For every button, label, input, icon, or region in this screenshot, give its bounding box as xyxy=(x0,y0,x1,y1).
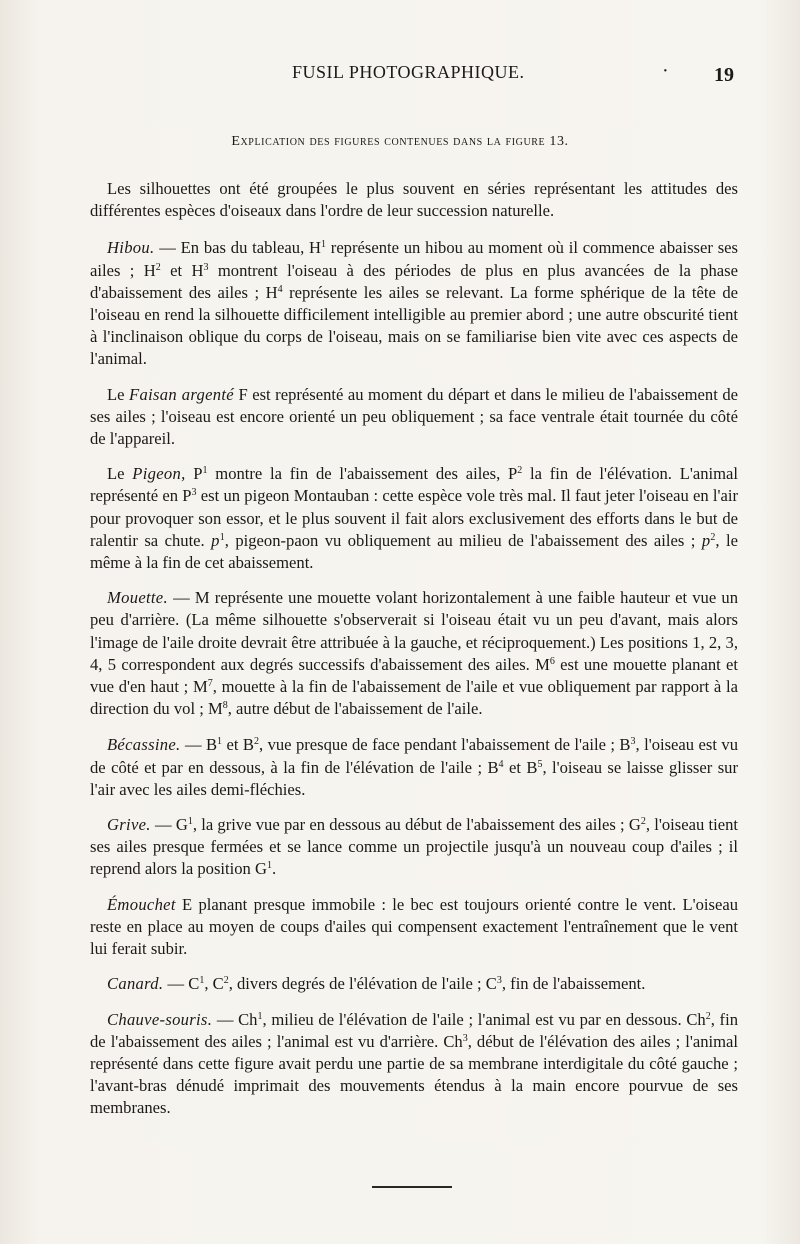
page-header xyxy=(0,62,800,92)
text-run: — M représente une mouette volant horizontalement à une faible hauteur et vue un peu d'arrière. (La même silhouette s'observerait si l'oiseau était vu un peu d'avant, mais alors l'image de l'aile droite devrait être attribuée à la gauche, et réciproquement.) Les positions 1, 2, 3, 4, 5 correspondent aux degrés successifs d'abaissement des ailes. M xyxy=(90,588,738,674)
paragraph-becassine xyxy=(90,734,738,801)
paragraph-canard xyxy=(90,973,738,995)
superscript: 3 xyxy=(630,736,636,748)
paragraph-emouchet xyxy=(90,894,738,961)
superscript: 4 xyxy=(277,283,283,295)
text-run: la fin de l'élévation. L'animal représenté en P xyxy=(90,464,738,506)
paragraph-intro: Les silhouettes ont été groupées le plus souvent en séries représentant les attitudes des différentes espèces d'oiseaux dans l'ordre de leur succession naturelle. xyxy=(90,179,738,221)
text-run: F est représenté au moment du départ et dans le milieu de l'abaissement de ses ailes ; l'oiseau est encore orienté un peu obliquement ; sa face ventrale était tournée du côté de l'appareil. xyxy=(90,384,739,449)
superscript: 1 xyxy=(219,531,225,543)
superscript: 1 xyxy=(187,816,193,828)
header-dot: · xyxy=(662,60,669,82)
superscript: 2 xyxy=(223,975,229,987)
text-run: Le xyxy=(107,464,133,484)
text-run: . xyxy=(271,859,277,879)
text-run: , l'oiseau est vu de côté et par en dessous, à la fin de l'élévation de l'aile ; B xyxy=(90,735,738,777)
superscript: 2 xyxy=(640,816,646,828)
superscript: 1 xyxy=(202,465,208,477)
text-run: et B xyxy=(503,757,538,777)
paragraph-grive xyxy=(90,814,738,881)
superscript: 1 xyxy=(266,860,272,872)
text-run: — B xyxy=(180,735,218,755)
text-run: est une mouette planant et vue d'en haut ; M xyxy=(90,654,739,697)
text-run: — Ch xyxy=(212,1009,258,1029)
text-run: , milieu de l'élévation de l'aile ; l'animal est vu par en dessous. Ch xyxy=(262,1009,706,1029)
superscript: 4 xyxy=(498,758,504,770)
text-run: représente un hibou au moment où il commence abaisser ses ailes ; H xyxy=(90,238,738,280)
text-run: représente les ailes se relevant. La forme sphérique de la tête de l'oiseau en rend la silhouette difficilement intelligible au premier abord ; une autre obscurité tient à l'inclinaison oblique du corps de l'oiseau, mais on se familiarise bien vite avec ces aspects de l'animal. xyxy=(90,282,738,369)
text-run: — C xyxy=(163,974,200,994)
text-run: , fin de l'abaissement. xyxy=(501,974,646,994)
paragraph-hibou xyxy=(90,237,738,370)
body-text xyxy=(90,178,738,1133)
species-name-canard: Canard. xyxy=(107,974,164,994)
superscript: 6 xyxy=(549,655,555,667)
superscript: 3 xyxy=(462,1032,468,1044)
text-run: , début de l'élévation des ailes ; l'animal représenté dans cette figure avait perdu une partie de sa membrane interdigitale du côté gauche ; l'avant-bras dénudé imprimait des mouvements étendus à la main encore pourvue de ses membranes. xyxy=(90,1031,739,1118)
superscript: 1 xyxy=(321,239,326,251)
superscript: 2 xyxy=(155,261,161,273)
superscript: 3 xyxy=(496,975,502,987)
text-run: P xyxy=(185,464,203,484)
species-name-emouchet: Émouchet xyxy=(107,894,176,914)
superscript: 8 xyxy=(222,700,228,712)
text-run: , l'oiseau tient ses ailes presque fermées et se lance comme un projectile jusqu'à un nouveau coup d'ailes ; il reprend alors la position G xyxy=(90,815,739,879)
text-run: — G xyxy=(150,815,188,835)
text-run: , la grive vue par en dessous au début de l'abaissement des ailes ; G xyxy=(192,815,641,835)
text-run: , divers degrés de l'élévation de l'aile ; C xyxy=(228,974,497,994)
text-run: et H xyxy=(160,260,204,280)
superscript: 3 xyxy=(191,487,197,499)
superscript: 3 xyxy=(203,261,209,273)
species-name-pigeon: Pigeon, xyxy=(132,464,186,484)
paragraph-faisan xyxy=(90,384,738,451)
text-run: , mouette à la fin de l'abaissement de l'aile et vue obliquement par rapport à la direction du vol ; M xyxy=(90,677,738,719)
superscript: 1 xyxy=(257,1010,263,1022)
text-run: , C xyxy=(204,974,224,994)
text-run: et B xyxy=(222,735,254,755)
text-run: , le même à la fin de cet abaissement. xyxy=(90,530,738,573)
text-run: E planant presque immobile : le bec est toujours orienté contre le vent. L'oiseau reste en place au moyen de coups d'ailes qui compensent exactement l'entraînement que le vent lui ferait subir. xyxy=(90,894,738,959)
italic-letter: p xyxy=(701,530,711,550)
superscript: 2 xyxy=(517,465,523,477)
species-name-faisan: Faisan argenté xyxy=(129,384,234,404)
species-name-mouette: Mouette. xyxy=(107,588,168,608)
text-run: , autre début de l'abaissement de l'aile. xyxy=(227,699,483,719)
species-name-becassine: Bécassine. xyxy=(107,735,181,755)
italic-letter: p xyxy=(211,530,220,550)
species-name-hibou: Hibou. xyxy=(107,238,155,258)
text-run: , vue presque de face pendant l'abaissement de l'aile ; B xyxy=(258,735,631,755)
page-number: 19 xyxy=(714,64,734,86)
superscript: 5 xyxy=(537,758,543,770)
paragraph-pigeon xyxy=(90,463,738,574)
text-run: — En bas du tableau, H xyxy=(154,238,321,258)
footer-rule xyxy=(372,1186,452,1188)
text-run: montrent l'oiseau à des périodes de plus en plus avancées de la phase d'abaissement des ailes ; H xyxy=(90,260,738,302)
text-run: , fin de l'abaissement des ailes ; l'animal est vu d'arrière. Ch xyxy=(90,1009,738,1051)
superscript: 2 xyxy=(710,531,716,543)
running-title: FUSIL PHOTOGRAPHIQUE. xyxy=(292,62,525,82)
text-run: est un pigeon Montauban : cette espèce vole très mal. Il faut jeter l'oiseau en l'air pour provoquer son essor, et le plus souvent il fait alors exclusivement des efforts dans le but de ralentir sa chute. xyxy=(90,486,738,550)
superscript: 2 xyxy=(705,1010,711,1022)
superscript: 1 xyxy=(199,975,205,987)
text-run: , pigeon-paon vu obliquement au milieu de l'abaissement des ailes ; xyxy=(224,530,702,550)
paragraph-chauve-souris xyxy=(90,1009,738,1120)
species-name-chauve-souris: Chauve-souris. xyxy=(107,1009,213,1029)
text-run: , l'oiseau se laisse glisser sur l'air avec les ailes demi-fléchies. xyxy=(90,757,738,799)
paragraph-mouette xyxy=(90,587,738,720)
text-run: Le xyxy=(107,384,130,404)
text-run: montre la fin de l'abaissement des ailes, P xyxy=(207,464,518,484)
superscript: 1 xyxy=(217,736,223,748)
superscript: 7 xyxy=(207,678,213,690)
section-title: Explication des figures contenues dans la figure 13. xyxy=(231,134,569,149)
species-name-grive: Grive. xyxy=(107,815,151,835)
superscript: 2 xyxy=(253,736,259,748)
